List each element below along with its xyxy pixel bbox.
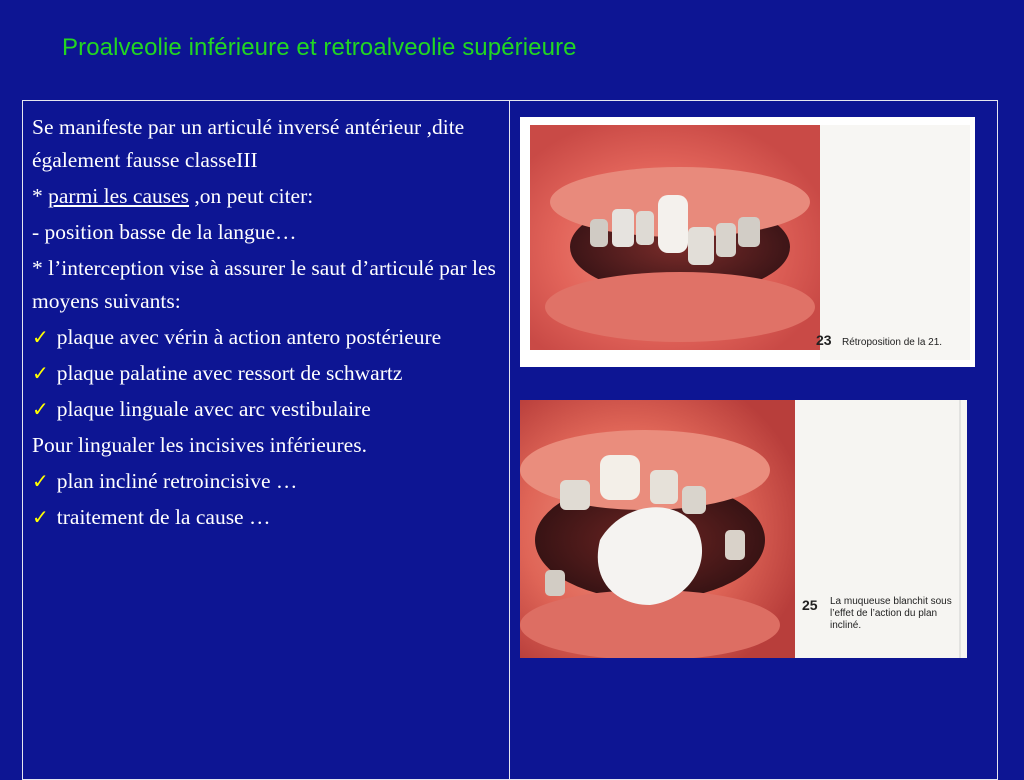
figure-number-25: 25: [802, 597, 818, 613]
check-item-label: traitement de la cause …: [56, 505, 271, 529]
causes-underlined: parmi les causes: [48, 184, 190, 208]
check-item-label: plaque linguale avec arc vestibulaire: [56, 397, 371, 421]
paragraph-intro: Se manifeste par un articulé inversé antérieur ,dite également fausse classeIII: [32, 115, 465, 172]
check-item-cause: [32, 501, 504, 534]
check-item-label: plaque palatine avec ressort de schwartz: [56, 361, 403, 385]
clinical-photo-23: [520, 117, 975, 367]
paragraph-lingualer: Pour lingualer les incisives inférieures.: [32, 433, 367, 457]
column-divider: [509, 101, 510, 779]
figure-number-23: 23: [816, 332, 832, 348]
figure-caption-25: La muqueuse blanchit sous l’effet de l’action du plan incliné.: [830, 596, 952, 631]
paragraph-langue: - position basse de la langue…: [32, 220, 297, 244]
slide-title: Proalveolie inférieure et retroalveolie supérieure: [62, 34, 577, 61]
dental-photo-image: [520, 400, 967, 658]
paragraph-causes: [32, 180, 504, 213]
check-item-plan: [32, 465, 504, 498]
check-item-verin: [32, 321, 504, 354]
causes-rest: ,on peut citer:: [189, 184, 314, 208]
clinical-photo-25: [520, 400, 967, 658]
check-icon: ✓: [32, 469, 49, 493]
check-item-label: plaque avec vérin à action antero postérieure: [56, 325, 442, 349]
check-item-label: plan incliné retroincisive …: [56, 469, 298, 493]
text-column: [32, 111, 504, 537]
figure-caption-23: Rétroposition de la 21.: [842, 337, 943, 348]
dental-photo-image: [520, 117, 975, 367]
check-icon: ✓: [32, 397, 49, 421]
check-item-palatine: [32, 357, 504, 390]
check-item-linguale: [32, 393, 504, 426]
check-icon: ✓: [32, 325, 49, 349]
star-bullet: *: [32, 184, 49, 208]
paragraph-interception: * l’interception vise à assurer le saut d’articulé par les moyens suivants:: [32, 256, 496, 313]
check-icon: ✓: [32, 361, 49, 385]
check-icon: ✓: [32, 505, 49, 529]
